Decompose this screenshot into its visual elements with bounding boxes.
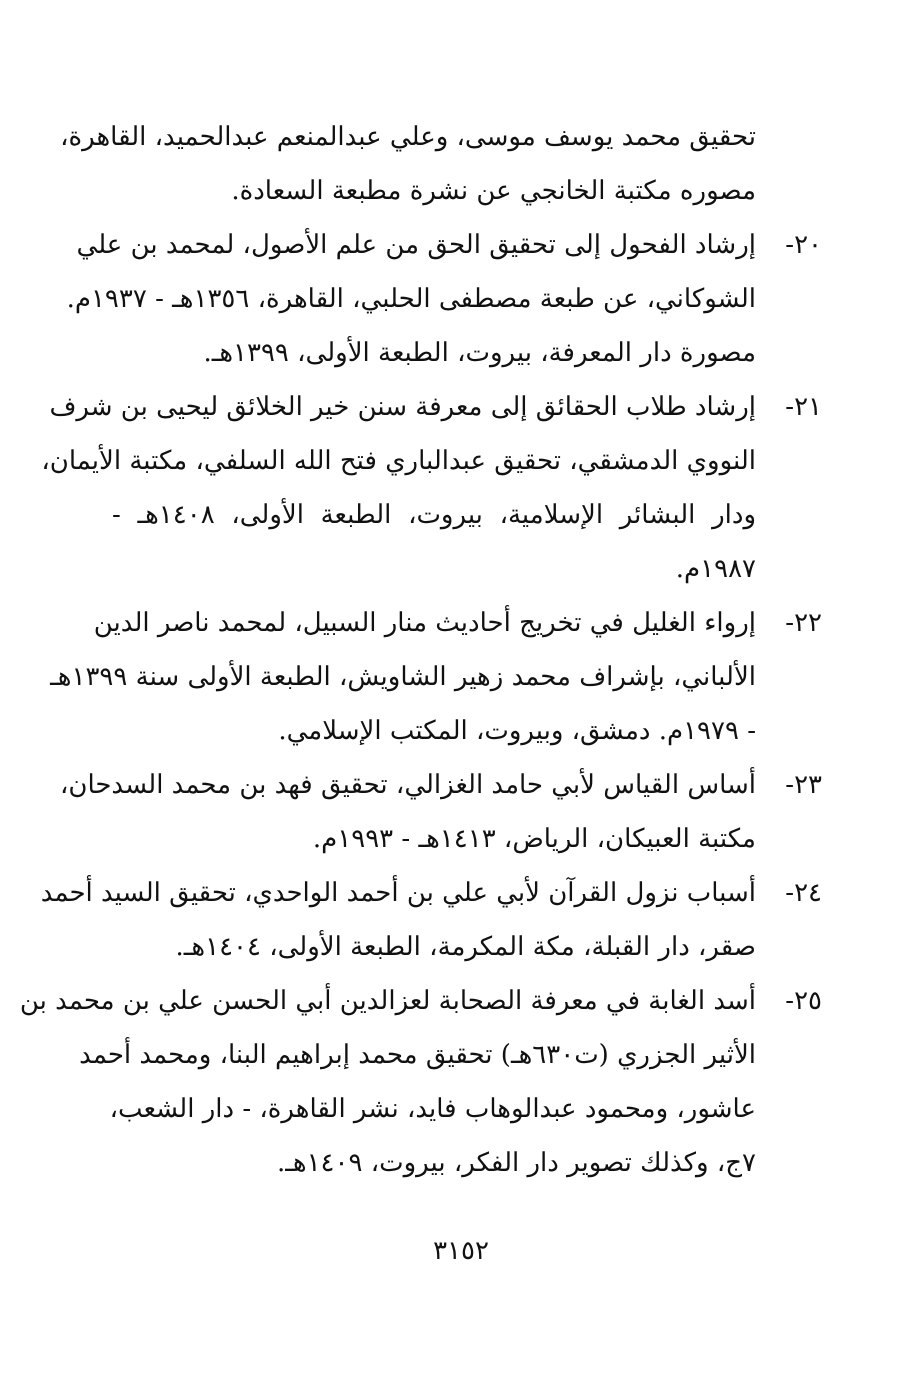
continuation-line: تحقيق محمد يوسف موسى، وعلي عبدالمنعم عبدالحميد، القاهرة، <box>60 122 756 152</box>
entry-20-first-line <box>76 218 822 272</box>
entry-line: الشوكاني، عن طبعة مصطفى الحلبي، القاهرة، ١٣٥٦هـ - ١٩٣٧م. <box>66 284 756 314</box>
entry-line: مصورة دار المعرفة، بيروت، الطبعة الأولى، ١٣٩٩هـ. <box>203 338 756 368</box>
entry-number: ٢٠- <box>785 230 822 260</box>
entry-number: ٢١- <box>785 392 822 422</box>
continuation-line: مصوره مكتبة الخانجي عن نشرة مطبعة السعادة. <box>231 176 756 206</box>
page-number: ٣١٥٢ <box>433 1236 489 1266</box>
entry-line: الألباني، بإشراف محمد زهير الشاويش، الطبعة الأولى سنة ١٣٩٩هـ <box>50 662 756 692</box>
entry-22-first-line <box>93 596 822 650</box>
entry-text: أسد الغابة في معرفة الصحابة لعزالدين أبي الحسن علي بن محمد بن <box>19 986 756 1016</box>
entry-number: ٢٤- <box>785 878 822 908</box>
entry-line: ١٩٨٧م. <box>675 554 756 584</box>
entry-line: عاشور، ومحمود عبدالوهاب فايد، نشر القاهرة، - دار الشعب، <box>109 1094 756 1124</box>
entry-number: ٢٣- <box>785 770 822 800</box>
entry-number: ٢٢- <box>785 608 822 638</box>
entry-text: أسباب نزول القرآن لأبي علي بن أحمد الواحدي، تحقيق السيد أحمد <box>40 878 756 908</box>
entry-line: ٧ج، وكذلك تصوير دار الفكر، بيروت، ١٤٠٩هـ. <box>277 1148 756 1178</box>
entry-line: صقر، دار القبلة، مكة المكرمة، الطبعة الأولى، ١٤٠٤هـ. <box>175 932 756 962</box>
entry-number: ٢٥- <box>785 986 822 1016</box>
entry-23-first-line <box>59 758 822 812</box>
entry-25-first-line <box>19 974 822 1028</box>
bibliography-list <box>19 110 822 1190</box>
entry-line: - ١٩٧٩م. دمشق، وبيروت، المكتب الإسلامي. <box>278 716 756 746</box>
entry-text: أساس القياس لأبي حامد الغزالي، تحقيق فهد بن محمد السدحان، <box>59 770 756 800</box>
entry-line: النووي الدمشقي، تحقيق عبدالباري فتح الله السلفي، مكتبة الأيمان، <box>41 446 756 476</box>
entry-text: إرواء الغليل في تخريج أحاديث منار السبيل، لمحمد ناصر الدين <box>93 608 756 638</box>
entry-text: إرشاد طلاب الحقائق إلى معرفة سنن خير الخلائق ليحيى بن شرف <box>49 392 756 422</box>
entry-24-first-line <box>40 866 822 920</box>
entry-line: مكتبة العبيكان، الرياض، ١٤١٣هـ - ١٩٩٣م. <box>312 824 756 854</box>
entry-line: الأثير الجزري (ت٦٣٠هـ) تحقيق محمد إبراهيم البنا، ومحمد أحمد <box>79 1040 756 1070</box>
entry-21-first-line <box>49 380 822 434</box>
entry-line: ودار البشائر الإسلامية، بيروت، الطبعة الأولى، ١٤٠٨هـ - <box>112 500 756 530</box>
entry-text: إرشاد الفحول إلى تحقيق الحق من علم الأصول، لمحمد بن علي <box>76 230 756 260</box>
